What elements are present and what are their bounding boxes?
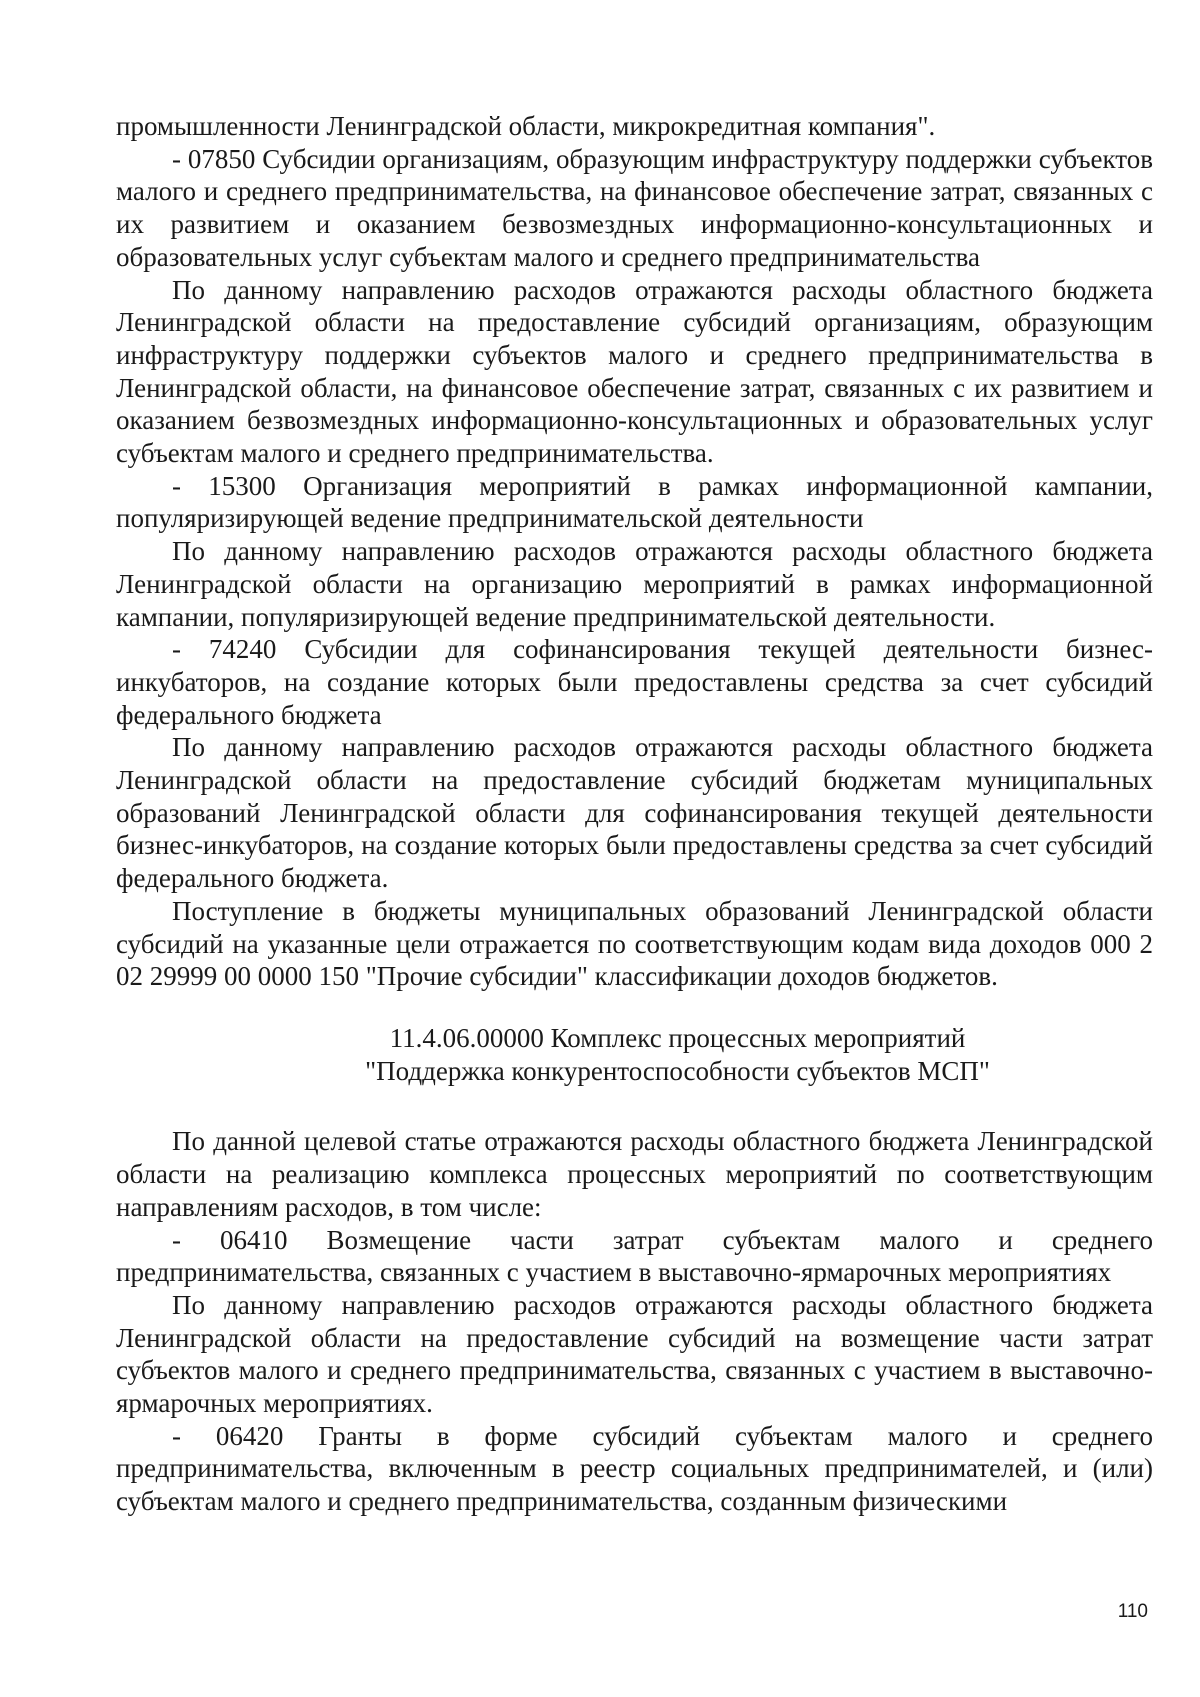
section-heading	[116, 1022, 1153, 1087]
list-item-06420: - 06420 Гранты в форме субсидий субъектам малого и среднего предпринимательства, включенным в реестр социальных предпринимателей, и (или) субъектам малого и среднего предпринимательства, созданным физическими	[116, 1420, 1153, 1517]
list-item-74240: - 74240 Субсидии для софинансирования текущей деятельности бизнес-инкубаторов, на создание которых были предоставлены средства за счет субсидий федерального бюджета	[116, 634, 1153, 730]
list-item-06410: - 06410 Возмещение части затрат субъектам малого и среднего предпринимательства, связанных с участием в выставочно-ярмарочных мероприятиях	[116, 1224, 1153, 1288]
section-heading-line1: 11.4.06.00000 Комплекс процессных мероприятий	[389, 1022, 966, 1053]
document-body	[116, 110, 1153, 1518]
list-item-15300: - 15300 Организация мероприятий в рамках информационной кампании, популяризирующей ведение предпринимательской деятельности	[116, 470, 1153, 534]
paragraph-15300-description: По данному направлению расходов отражаются расходы областного бюджета Ленинградской области на организацию мероприятий в рамках информационной кампании, популяризирующей ведение предпринимательской деятельности.	[116, 536, 1153, 632]
spacer	[116, 1087, 1153, 1125]
paragraph-74240-description: По данному направлению расходов отражаются расходы областного бюджета Ленинградской области на предоставление субсидий бюджетам муниципальных образований Ленинградской области для софинансирования текущей деятельности бизнес-инкубаторов, на создание которых были предоставлены средства за счет субсидий федерального бюджета.	[116, 732, 1153, 894]
paragraph-section-intro: По данной целевой статье отражаются расходы областного бюджета Ленинградской области на реализацию комплекса процессных мероприятий по соответствующим направлениям расходов, в том числе:	[116, 1126, 1153, 1222]
paragraph-07850-description: По данному направлению расходов отражаются расходы областного бюджета Ленинградской области на предоставление субсидий организациям, образующим инфраструктуру поддержки субъектов малого и среднего предпринимательства в Ленинградской области, на финансовое обеспечение затрат, связанных с их развитием и оказанием безвозмездных информационно-консультационных и образовательных услуг субъектам малого и среднего предпринимательства.	[116, 274, 1153, 469]
list-item-07850: - 07850 Субсидии организациям, образующим инфраструктуру поддержки субъектов малого и среднего предпринимательства, на финансовое обеспечение затрат, связанных с их развитием и оказанием безвозмездных информационно-консультационных и образовательных услуг субъектам малого и среднего предпринимательства	[116, 143, 1153, 272]
paragraph-06410-description: По данному направлению расходов отражаются расходы областного бюджета Ленинградской области на предоставление субсидий на возмещение части затрат субъектов малого и среднего предпринимательства, связанных с участием в выставочно-ярмарочных мероприятиях.	[116, 1289, 1153, 1419]
section-heading-line2: "Поддержка конкурентоспособности субъектов МСП"	[365, 1055, 990, 1086]
spacer	[116, 993, 1153, 1022]
paragraph-income-note: Поступление в бюджеты муниципальных образований Ленинградской области субсидий на указанные цели отражается по соответствующим кодам вида доходов 000 2 02 29999 00 0000 150 "Прочие субсидии" классификации доходов бюджетов.	[116, 895, 1153, 992]
page-number: 110	[1117, 1601, 1148, 1622]
paragraph-continuation: промышленности Ленинградской области, микрокредитная компания".	[116, 111, 936, 141]
